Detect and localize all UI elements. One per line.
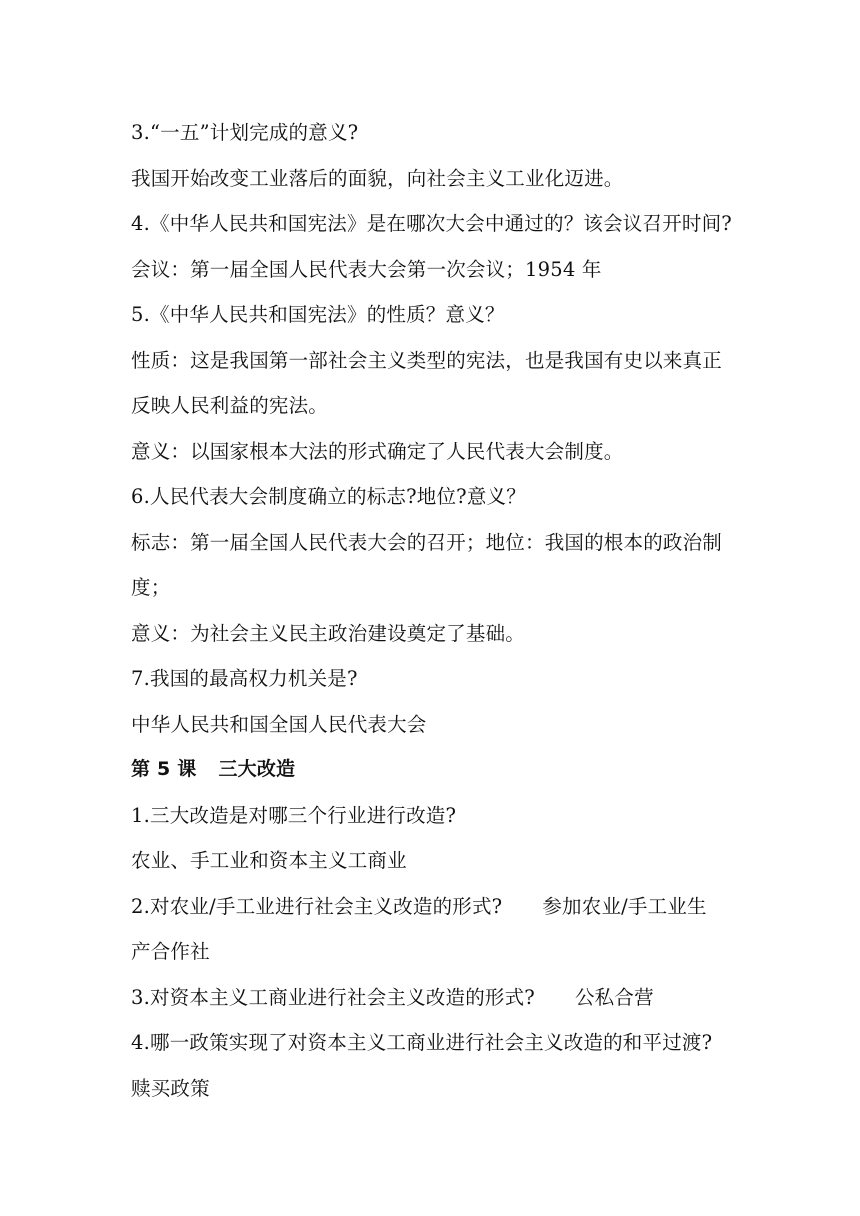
question-6-line: 6.人民代表大会制度确立的标志?地位?意义？ xyxy=(131,485,526,508)
question-4-line: 4.《中华人民共和国宪法》是在哪次大会中通过的？该会议召开时间? xyxy=(131,212,732,235)
lesson-answer-1-line: 农业、手工业和资本主义工商业 xyxy=(131,849,407,872)
question-5-line: 5.《中华人民共和国宪法》的性质？意义？ xyxy=(131,303,505,326)
lesson-question-3-line xyxy=(131,975,741,1021)
answer-7-line: 中华人民共和国全国人民代表大会 xyxy=(131,712,427,736)
lesson-heading xyxy=(131,747,741,793)
lesson-answer-4-line: 赎买政策 xyxy=(131,1076,210,1100)
lesson-number: 第 5 课 xyxy=(131,758,197,780)
lesson-question-3-text: 3.对资本主义工商业进行社会主义改造的形式? xyxy=(131,985,535,1009)
question-7-line: 7.我国的最高权力机关是? xyxy=(131,667,358,690)
answer-6-significance-line: 意义：为社会主义民主政治建设奠定了基础。 xyxy=(131,621,526,645)
lesson-answer-3-text: 公私合营 xyxy=(574,985,654,1009)
answer-5-nature-line-2: 反映人民利益的宪法。 xyxy=(131,394,329,417)
answer-5-significance-line: 意义：以国家根本大法的形式确定了人民代表大会制度。 xyxy=(131,439,624,463)
lesson-answer-2-text: 参加农业/手工业生 xyxy=(542,894,707,918)
lesson-title: 三大改造 xyxy=(218,758,296,780)
document-body xyxy=(131,110,741,1111)
answer-5-nature-line-1: 性质：这是我国第一部社会主义类型的宪法，也是我国有史以来真正 xyxy=(131,348,723,372)
lesson-question-2-text: 2.对农业/手工业进行社会主义改造的形式? xyxy=(131,894,503,918)
lesson-question-4-line: 4.哪一政策实现了对资本主义工商业进行社会主义改造的和平过渡? xyxy=(131,1031,713,1054)
lesson-answer-2-continued-line: 产合作社 xyxy=(131,940,210,963)
answer-4-line: 会议：第一届全国人民代表大会第一次会议；1954 年 xyxy=(131,257,602,281)
answer-6-marker-line-2: 度； xyxy=(131,576,171,599)
lesson-question-1-line: 1.三大改造是对哪三个行业进行改造? xyxy=(131,803,457,827)
answer-6-marker-line-1: 标志：第一届全国人民代表大会的召开；地位：我国的根本的政治制 xyxy=(131,530,723,554)
question-3-line: 3.“一五”计划完成的意义? xyxy=(131,121,359,144)
lesson-question-2-line xyxy=(131,884,741,930)
answer-3-line: 我国开始改变工业落后的面貌，向社会主义工业化迈进。 xyxy=(131,166,624,190)
